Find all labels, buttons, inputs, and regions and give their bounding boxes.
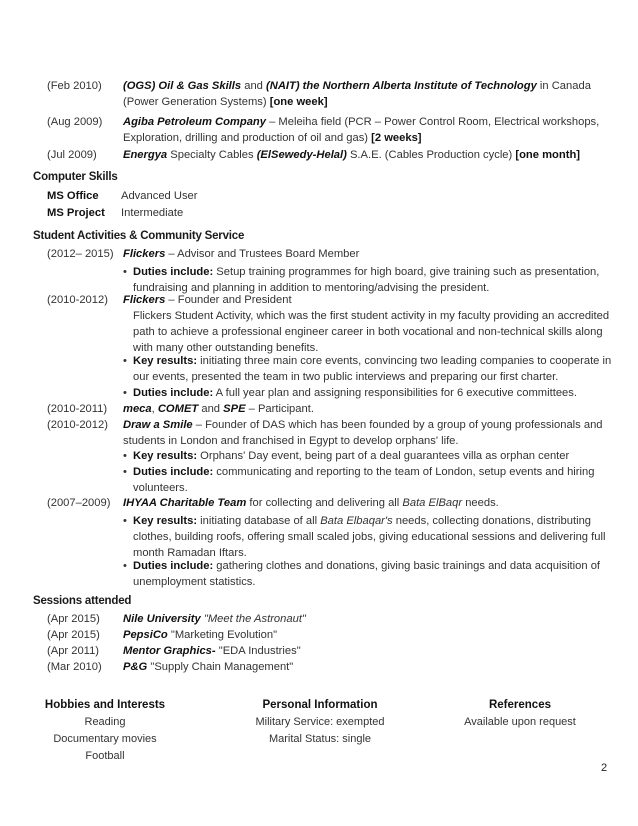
connector-text: and (241, 80, 267, 92)
bullet-label: Duties include: (133, 560, 214, 572)
role-text: – Advisor and Trustees Board Member (165, 248, 360, 260)
entry-text: in Canada (Power Generation Systems) (123, 80, 591, 108)
bullet-text-italic: Bata Elbaqar's (320, 515, 393, 527)
org-name: COMET (157, 403, 199, 415)
entry-text: S.A.E. (Cables Production cycle) (346, 149, 516, 161)
org-name: meca (123, 403, 152, 415)
bullet-label: Duties include: (133, 466, 214, 478)
bullet-text: initiating three main core events, convincing two leading companies to cooperate in our events, presented the team in two public interviews and preparing our first charter. (133, 355, 612, 383)
org-name: SPE (223, 403, 246, 415)
entry-date: (Feb 2010) (47, 80, 102, 92)
entry-date: (Apr 2015) (47, 613, 100, 625)
list-item: Football (85, 750, 125, 762)
entry-text: Specialty Cables (167, 149, 257, 161)
bullet-text: Setup training programmes for high board, give training such as presentation, fundraising and planning in addition to mentoring/advising the president. (133, 266, 600, 294)
session-title: "EDA Industries" (215, 645, 301, 657)
entry-date: (Mar 2010) (47, 661, 102, 673)
entry-date: (2010-2012) (47, 419, 108, 431)
role-text: – Founder and President (165, 294, 292, 306)
org-name: Nile University (123, 613, 201, 625)
connector-text: , (151, 403, 158, 415)
bullet-label: Key results: (133, 515, 198, 527)
org-name: Agiba Petroleum Company (123, 116, 266, 128)
entry-date: (2010-2012) (47, 294, 108, 306)
session-title: "Supply Chain Management" (147, 661, 294, 673)
list-item: Reading (84, 716, 126, 728)
org-name: P&G (123, 661, 148, 673)
column-heading: Hobbies and Interests (44, 699, 166, 711)
duration: [one week] (269, 96, 328, 108)
role-text: for collecting and delivering all (246, 497, 403, 509)
bullet-icon: • (123, 515, 127, 527)
description-text: Flickers Student Activity, which was the first student activity in my faculty providing an accredited path to achieve a professional engineer career in both vocational and non-technical skills along with many other outstanding benefits. (133, 310, 610, 354)
connector-text: and (198, 403, 224, 415)
entry-date: (Jul 2009) (47, 149, 97, 161)
entry-date: (Apr 2015) (47, 629, 100, 641)
skill-row (47, 205, 183, 221)
list-item: Available upon request (464, 716, 576, 728)
org-name: IHYAA Charitable Team (123, 497, 247, 509)
list-item: Marital Status: single (268, 733, 372, 745)
list-item: Documentary movies (53, 733, 157, 745)
bullet-icon: • (123, 387, 127, 399)
role-text-italic: Bata ElBaqr (402, 497, 463, 509)
org-name: (NAIT) the Northern Alberta Institute of Technology (266, 80, 537, 92)
bullet-text: A full year plan and assigning responsibilities for 6 executive committees. (213, 387, 577, 399)
org-name: (ElSewedy-Helal) (256, 149, 347, 161)
org-name: Flickers (123, 294, 166, 306)
role-text: needs. (462, 497, 499, 509)
bullet-label: Duties include: (133, 387, 214, 399)
role-text: – Participant. (245, 403, 314, 415)
section-heading-computer-skills: Computer Skills (33, 171, 118, 183)
skill-row (47, 188, 198, 204)
org-name: Energya (123, 149, 168, 161)
bullet-text: gathering clothes and donations, giving basic trainings and data acquisition of unemployment statistics. (133, 560, 601, 588)
section-heading-activities: Student Activities & Community Service (33, 230, 245, 242)
bullet-icon: • (123, 266, 127, 278)
bullet-text: Orphans' Day event, being part of a deal guarantees villa as orphan center (197, 450, 570, 462)
skill-label: MS Project (47, 207, 105, 219)
references-column (450, 697, 590, 731)
org-name: (OGS) Oil & Gas Skills (123, 80, 242, 92)
org-name: PepsiCo (123, 629, 168, 641)
bullet-text: initiating database of all (197, 515, 321, 527)
session-title: "Marketing Evolution" (167, 629, 278, 641)
session-title: "Meet the Astronaut" (200, 613, 306, 625)
bullet-text: communicating and reporting to the team of London, setup events and hiring volunteers. (133, 466, 595, 494)
entry-date: (2012– 2015) (47, 248, 114, 260)
entry-date: (2010-2011) (47, 403, 108, 415)
column-heading: Personal Information (262, 699, 378, 711)
entry-date: (2007–2009) (47, 497, 111, 509)
skill-label: MS Office (47, 190, 99, 202)
skill-value: Intermediate (121, 207, 184, 219)
bullet-text: needs, collecting donations, distributing clothes, building roofs, offering small scaled jobs, giving educational sessions and delivering full month Ramadan Iftars. (133, 515, 606, 559)
section-heading-sessions: Sessions attended (33, 595, 132, 607)
bullet-label: Key results: (133, 355, 198, 367)
column-heading: References (488, 699, 551, 711)
duration: [one month] (515, 149, 580, 161)
hobbies-column (30, 697, 180, 765)
duration: [2 weeks] (371, 132, 422, 144)
page-number: 2 (601, 762, 608, 774)
bullet-label: Key results: (133, 450, 198, 462)
bullet-icon: • (123, 450, 127, 462)
entry-date: (Aug 2009) (47, 116, 103, 128)
personal-info-column (240, 697, 400, 748)
org-name: Flickers (123, 248, 166, 260)
skill-value: Advanced User (121, 190, 198, 202)
org-name: Mentor Graphics- (123, 645, 216, 657)
entry-date: (Apr 2011) (47, 645, 100, 657)
list-item: Military Service: exempted (255, 716, 385, 728)
bullet-icon: • (123, 560, 127, 572)
bullet-label: Duties include: (133, 266, 214, 278)
role-text: – Founder of DAS which has been founded by a group of young professionals and students in London and franchised in Egypt to develop orphans' life. (123, 419, 603, 447)
bullet-icon: • (123, 355, 127, 367)
bullet-icon: • (123, 466, 127, 478)
entry-text: – Meleiha field (PCR – Power Control Room, Electrical workshops, Exploration, drilling and production of oil and gas) (123, 116, 600, 144)
org-name: Draw a Smile (123, 419, 193, 431)
